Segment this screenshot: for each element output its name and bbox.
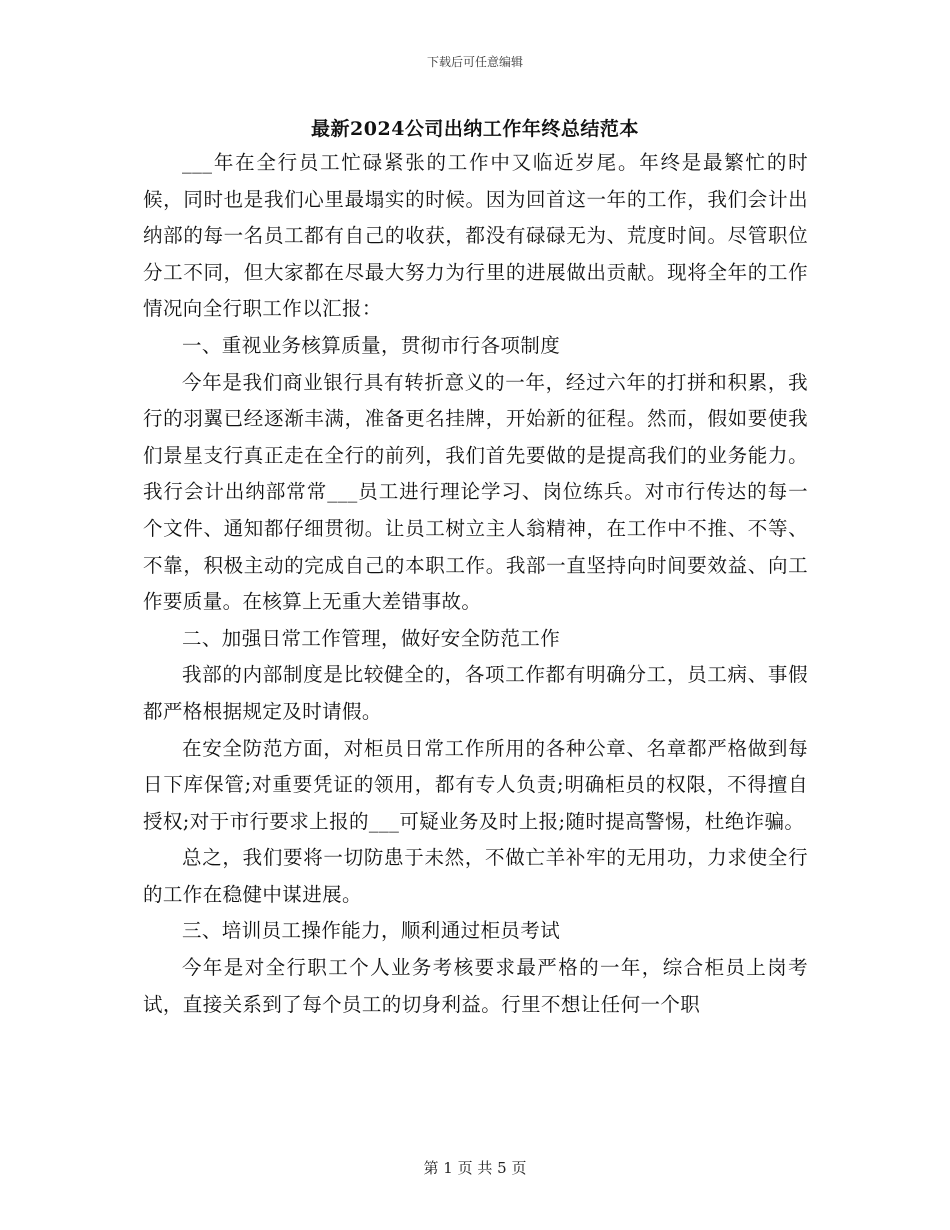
paragraph-section-2a: 我部的内部制度是比较健全的，各项工作都有明确分工，员工病、事假都严格根据规定及时请假。: [143, 663, 808, 723]
paragraph-section-2b: 在安全防范方面，对柜员日常工作所用的各种公章、名章都严格做到每日下库保管;对重要凭证的领用，都有专人负责;明确柜员的权限，不得擅自授权;对于市行要求上报的___可疑业务及时上报;随时提高警惕，杜绝诈骗。: [143, 736, 808, 833]
section-heading-1: 一、重视业务核算质量，贯彻市行各项制度: [182, 333, 561, 357]
section-heading-2: 二、加强日常工作管理，做好安全防范工作: [182, 626, 561, 650]
page-indicator: 第 1 页 共 5 页: [423, 1159, 527, 1177]
header-note: 下载后可任意编辑: [426, 55, 523, 69]
paragraph-section-1: 今年是我们商业银行具有转折意义的一年，经过六年的打拼和积累，我行的羽翼已经逐渐丰满，准备更名挂牌，开始新的征程。然而，假如要使我们景星支行真正走在全行的前列，我们首先要做的是提高我们的业务能力。我行会计出纳部常常___员工进行理论学习、岗位练兵。对市行传达的每一个文件、通知都仔细贯彻。让员工树立主人翁精神，在工作中不推、不等、不靠，积极主动的完成自己的本职工作。我部一直坚持向时间要效益、向工作要质量。在核算上无重大差错事故。: [143, 370, 808, 614]
paragraph-intro: ___年在全行员工忙碌紧张的工作中又临近岁尾。年终是最繁忙的时候，同时也是我们心里最塌实的时候。因为回首这一年的工作，我们会计出纳部的每一名员工都有自己的收获，都没有碌碌无为、荒度时间。尽管职位分工不同，但大家都在尽最大努力为行里的进展做出贡献。现将全年的工作情况向全行职工作以汇报：: [143, 151, 808, 321]
document-body: [143, 145, 808, 1023]
paragraph-section-3: 今年是对全行职工个人业务考核要求最严格的一年，综合柜员上岗考试，直接关系到了每个员工的切身利益。行里不想让任何一个职: [143, 956, 808, 1016]
document-title: 最新2024公司出纳工作年终总结范本: [311, 118, 639, 140]
section-heading-3: 三、培训员工操作能力，顺利通过柜员考试: [182, 919, 561, 943]
paragraph-section-2c: 总之，我们要将一切防患于未然，不做亡羊补牢的无用功，力求使全行的工作在稳健中谋进展。: [143, 846, 808, 906]
